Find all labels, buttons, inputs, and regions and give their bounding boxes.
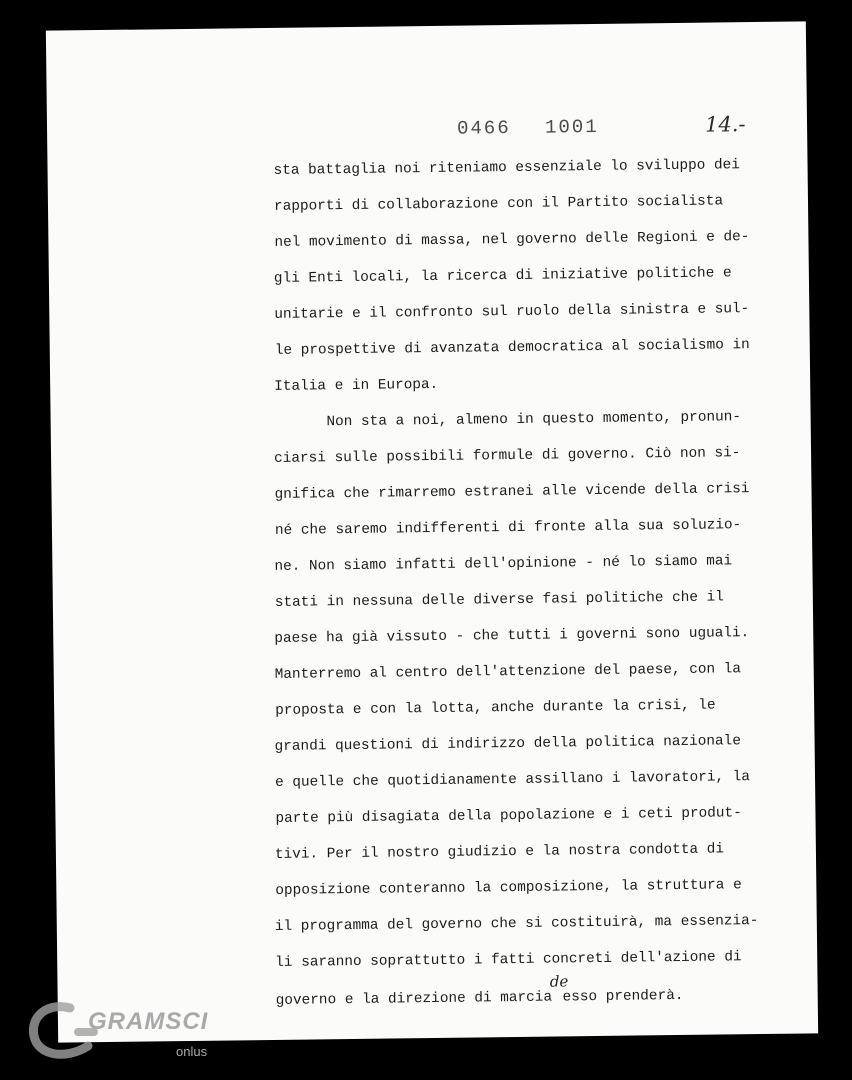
text-line: parte più disagiata della popolazione e i ceti produt- [275, 805, 742, 827]
text-line: tivi. Per il nostro giudizio e la nostra condotta di [274, 841, 725, 863]
text-segment: governo e la direzione di marcia [275, 989, 553, 1009]
watermark-subtitle: onlus [176, 1044, 208, 1059]
page-header [457, 114, 787, 148]
text-line: nel movimento di massa, nel governo delle Regioni e de- [274, 229, 750, 251]
handwritten-page-number: 14.- [704, 112, 746, 137]
text-line: gli Enti locali, la ricerca di iniziative politiche e [273, 265, 732, 287]
text-line: unitarie e il confronto sul ruolo della sinistra e sul- [274, 301, 750, 323]
text-line-last [275, 972, 684, 1014]
text-line: Non sta a noi, almeno in questo momento, pronun- [274, 409, 742, 431]
text-line: ne. Non siamo infatti dell'opinione - né lo siamo mai [274, 553, 733, 575]
text-line: ciarsi sulle possibili formule di governo. Ciò non si- [273, 445, 741, 467]
text-line: grandi questioni di indirizzo della politica nazionale [274, 733, 742, 755]
text-line: sta battaglia noi riteniamo essenziale lo sviluppo dei [273, 157, 740, 179]
text-line: né che saremo indifferenti di fronte alla sua soluzio- [274, 517, 742, 539]
text-line: Manterremo al centro dell'attenzione del paese, con la [274, 661, 742, 683]
text-line: le prospettive di avanzata democratica al socialismo in [274, 337, 750, 359]
text-line: opposizione conteranno la composizione, la struttura e [275, 877, 742, 899]
text-line: paese ha già vissuto - che tutti i governi sono uguali. [274, 625, 750, 647]
watermark [0, 980, 230, 1080]
text-line: Italia e in Europa. [274, 376, 439, 395]
text-line: proposta e con la lotta, anche durante la crisi, le [275, 697, 716, 719]
text-line: li saranno soprattutto i fatti concreti dell'azione di [275, 949, 742, 971]
document-page [46, 21, 818, 1042]
text-line: e quelle che quotidianamente assillano i lavoratori, la [274, 769, 751, 791]
handwritten-insertion: de [549, 972, 569, 991]
archive-sequence-number: 1001 [544, 115, 599, 139]
text-line: gnifica che rimarremo estranei alle vicende della crisi [274, 481, 750, 503]
text-segment: esso prenderà. [562, 987, 684, 1006]
text-line: il programma del governo che si costituirà, ma essenzia- [274, 913, 759, 935]
text-line: rapporti di collaborazione con il Partito socialista [273, 193, 724, 215]
watermark-org-name: GRAMSCI [88, 1008, 209, 1035]
archive-number: 0466 [456, 117, 511, 140]
text-line: stati in nessuna delle diverse fasi politiche che il [274, 589, 724, 611]
typewritten-body [265, 149, 805, 1009]
